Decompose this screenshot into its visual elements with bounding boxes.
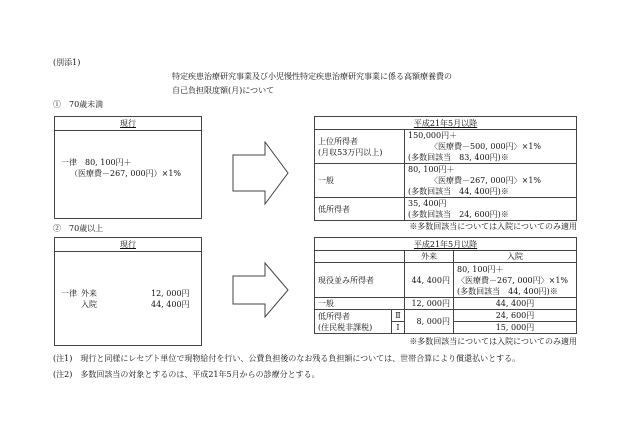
uniform-label: 一律	[61, 289, 77, 298]
row-value: 35, 400円 (多数回該当 24, 600円)※	[405, 198, 577, 221]
section2-heading: ② 70歳以上	[53, 224, 104, 233]
sub-category-2: Ⅱ	[392, 310, 405, 322]
section1-note: ※多数回該当については入院についてのみ適用	[409, 222, 577, 231]
inpatient-value: 24, 600円	[454, 310, 577, 322]
row-label: 上位所得者 (月収53万円以上)	[315, 130, 405, 164]
table-row	[315, 130, 577, 164]
arrow-right-icon	[232, 141, 290, 205]
table-row	[315, 263, 577, 298]
footnote-1: (注1) 現行と同様にレセプト単位で現物給付を行い、公費負担後のなお残る負担額については、世帯合算により償還払いとする。	[53, 354, 521, 363]
inpatient-value: 15, 000円	[454, 322, 577, 334]
inpatient-value: 44, 400円	[151, 300, 190, 309]
section2-note: ※多数回該当については入院についてのみ適用	[409, 337, 577, 346]
attachment-label: (別添1)	[53, 58, 81, 67]
current-header: 現行	[55, 117, 201, 131]
outpatient-value: 44, 400円	[405, 263, 454, 298]
section2-current-box	[54, 237, 202, 346]
table-row	[315, 198, 577, 221]
sub-category-1: Ⅰ	[392, 322, 405, 334]
row-value: 150,000円＋ 〈医療費－500, 000円〉×1% (多数回該当 83, 400円)※	[405, 130, 577, 164]
inpatient-value: 44, 400円	[454, 298, 577, 310]
section2-new-table	[314, 237, 577, 334]
arrow-right-icon	[232, 262, 290, 318]
table-row	[315, 298, 577, 310]
outpatient-label: 外来	[81, 289, 97, 298]
footnote-2: (注2) 多数回該当の対象とするのは、平成21年5月からの診療分とする。	[53, 370, 320, 379]
title-line-1: 特定疾患治療研究事業及び小児慢性特定疾患治療研究事業に係る高額療養費の	[172, 72, 452, 81]
row-label: 一般	[315, 298, 405, 310]
outpatient-value: 12, 000円	[151, 289, 190, 298]
current-header: 現行	[55, 238, 201, 252]
section1-current-box	[54, 116, 202, 219]
row-value: 80, 100円＋ 〈医療費－267, 000円〉×1% (多数回該当 44, 400円)※	[405, 164, 577, 198]
inpatient-value: 80, 100円＋ 〈医療費－267, 000円〉×1% (多数回該当 44, 400円)※	[454, 263, 577, 298]
row-label: 一般	[315, 164, 405, 198]
new-header: 平成21年5月以降	[315, 117, 577, 130]
current-formula-line1: 一律 80, 100円＋	[61, 158, 132, 167]
row-label: 低所得者	[315, 198, 405, 221]
table-row	[315, 164, 577, 198]
outpatient-value: 8, 000円	[405, 310, 454, 334]
outpatient-value: 12, 000円	[405, 298, 454, 310]
section1-new-table	[314, 116, 577, 221]
row-label: 低所得者 (住民税非課税)	[315, 310, 392, 334]
title-line-2: 自己負担限度額(月)について	[172, 86, 275, 95]
table-row	[315, 310, 577, 322]
col-inpatient: 入院	[454, 251, 577, 263]
section1-heading: ① 70歳未満	[53, 100, 104, 109]
row-label: 現役並み所得者	[315, 263, 405, 298]
inpatient-label: 入院	[81, 300, 97, 309]
col-outpatient: 外来	[405, 251, 454, 263]
current-formula-line2: （医療費－267, 000円）×1%	[70, 169, 182, 178]
new-header: 平成21年5月以降	[315, 238, 577, 251]
